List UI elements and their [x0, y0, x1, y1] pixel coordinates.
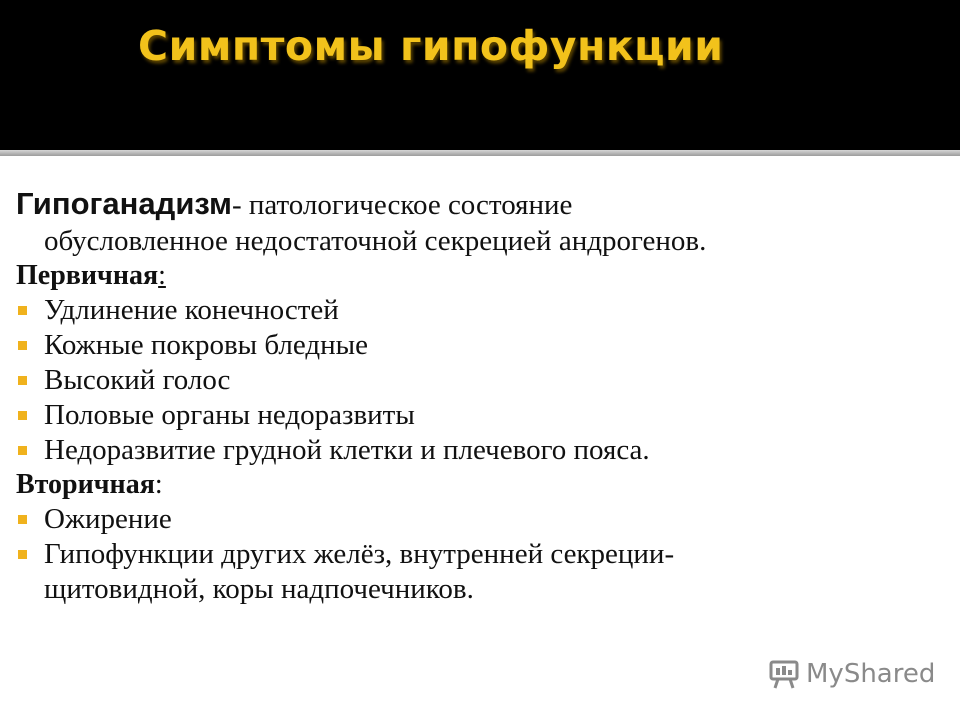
title-bar [0, 0, 960, 150]
intro-definition: - патологическое состояние [231, 189, 573, 221]
watermark [768, 658, 935, 690]
bullet-icon [18, 341, 27, 350]
list-item [16, 293, 936, 328]
secondary-heading [16, 468, 936, 502]
bullet-icon [18, 411, 27, 420]
list-item [16, 537, 936, 572]
bullet-icon [18, 515, 27, 524]
list-item [16, 433, 936, 468]
list-item-text: Половые органы недоразвиты [44, 399, 415, 431]
list-item-text: Высокий голос [44, 364, 231, 396]
list-item-text: Гипофункции других желёз, внутренней секреции- [44, 538, 675, 570]
intro-definition-cont: обусловленное недостаточной секрецией андрогенов. [44, 225, 707, 257]
intro-line [16, 186, 936, 223]
slide-body [16, 186, 936, 607]
watermark-text: MyShared [806, 659, 936, 689]
secondary-colon: : [154, 469, 163, 500]
list-item [16, 398, 936, 433]
list-item [16, 363, 936, 398]
primary-heading [16, 259, 936, 293]
divider [0, 150, 960, 156]
intro-term: Гипоганадизм [16, 186, 232, 221]
list-item-text: Недоразвитие грудной клетки и плечевого пояса. [44, 434, 650, 466]
bullet-icon [18, 306, 27, 315]
presentation-board-icon [768, 658, 800, 690]
secondary-label: Вторичная [16, 469, 155, 500]
list-item-text: Кожные покровы бледные [44, 329, 368, 361]
primary-label: Первичная [16, 260, 159, 291]
list-item [16, 328, 936, 363]
list-item-continuation: щитовидной, коры надпочечников. [44, 573, 474, 605]
bullet-icon [18, 550, 27, 559]
bullet-icon [18, 376, 27, 385]
bullet-icon [18, 446, 27, 455]
list-item-text: Удлинение конечностей [44, 294, 339, 326]
slide-title: Симптомы гипофункции [138, 22, 724, 70]
list-item [16, 502, 936, 537]
list-item-text: Ожирение [44, 503, 172, 535]
primary-colon: : [158, 260, 166, 291]
